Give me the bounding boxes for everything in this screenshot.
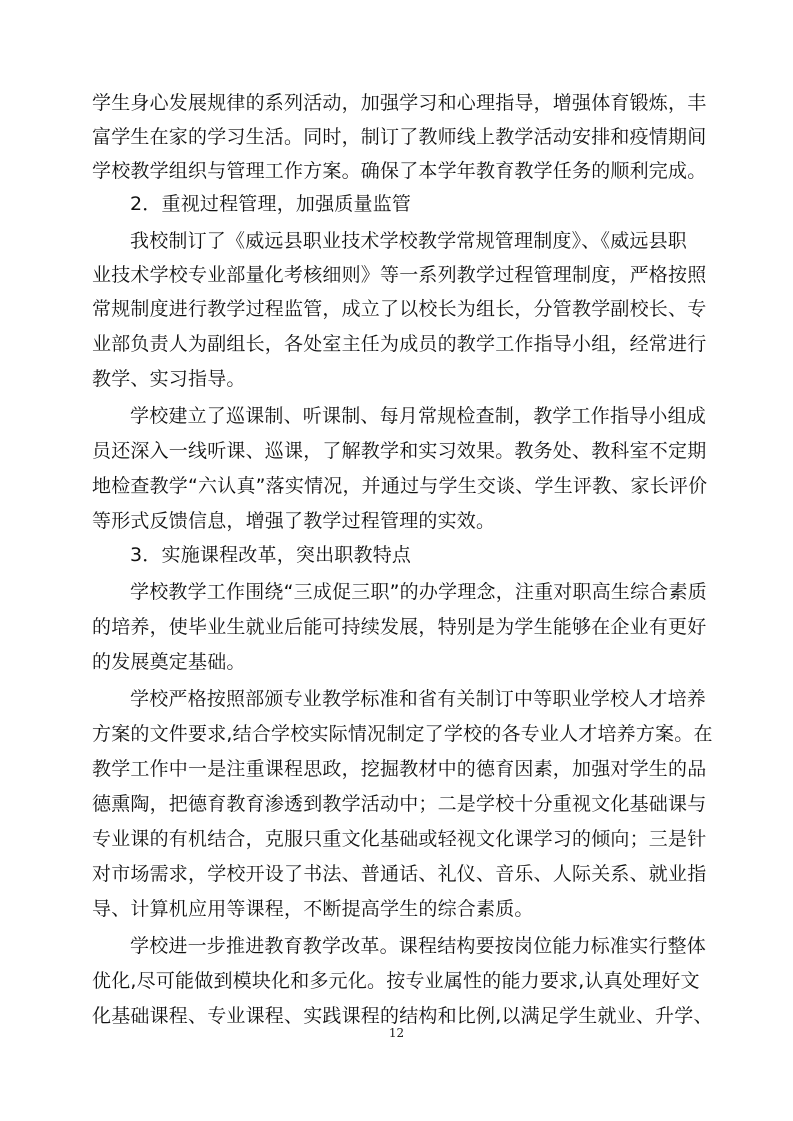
text-line: 的发展奠定基础。: [92, 651, 246, 673]
text-line: 常规制度进行教学过程监管，成立了以校长为组长，分管教学副校长、专: [92, 298, 707, 320]
text-line: 学校建立了巡课制、听课制、每月常规检查制，教学工作指导小组成: [130, 405, 707, 427]
text-line: 业技术学校专业部量化考核细则》等一系列教学过程管理制度，严格按照: [92, 264, 707, 286]
text-line: 学生身心发展规律的系列活动，加强学习和心理指导，增强体育锻炼，丰: [92, 92, 707, 114]
text-line: 化基础课程、专业课程、实践课程的结构和比例,以满足学生就业、升学、: [92, 1005, 713, 1027]
text-line: 学校进一步推进教育教学改革。课程结构要按岗位能力标准实行整体: [130, 935, 707, 957]
text-line: 的培养，使毕业生就业后能可持续发展，特别是为学生能够在企业有更好: [92, 616, 707, 638]
text-line: 学校教学组织与管理工作方案。确保了本学年教育教学任务的顺利完成。: [92, 160, 707, 182]
text-line: 优化,尽可能做到模块化和多元化。按专业属性的能力要求,认真处理好文: [92, 970, 700, 992]
text-line: 富学生在家的学习生活。同时，制订了教师线上教学活动安排和疫情期间: [92, 126, 707, 148]
text-line: 对市场需求，学校开设了书法、普通话、礼仪、音乐、人际关系、就业指: [92, 863, 707, 885]
text-line: 地检查教学“六认真”落实情况，并通过与学生交谈、学生评教、家长评价: [92, 475, 708, 497]
text-line: 方案的文件要求,结合学校实际情况制定了学校的各专业人才培养方案。在: [92, 723, 713, 745]
text-line: 学校严格按照部颁专业教学标准和省有关制订中等职业学校人才培养: [130, 688, 707, 710]
section-heading: 2．重视过程管理，加强质量监管: [130, 193, 412, 215]
text-line: 员还深入一线听课、巡课，了解教学和实习效果。教务处、教科室不定期: [92, 440, 707, 462]
text-line: 学校教学工作围绕“三成促三职”的办学理念，注重对职高生综合素质: [130, 581, 707, 603]
text-line: 导、计算机应用等课程，不断提高学生的综合素质。: [92, 898, 534, 920]
text-line: 等形式反馈信息，增强了教学过程管理的实效。: [92, 510, 496, 532]
text-line: 我校制订了《威远县职业技术学校教学常规管理制度》、《威远县职: [130, 230, 688, 252]
text-line: 专业课的有机结合，克服只重文化基础或轻视文化课学习的倾向；三是针: [92, 828, 707, 850]
text-line: 教学、实习指导。: [92, 368, 246, 390]
text-line: 教学工作中一是注重课程思政，挖掘教材中的德育因素，加强对学生的品: [92, 758, 707, 780]
page-number: 12: [388, 1026, 405, 1040]
section-heading: 3．实施课程改革，突出职教特点: [130, 544, 412, 566]
text-line: 德熏陶，把德育教育渗透到教学活动中；二是学校十分重视文化基础课与: [92, 793, 707, 815]
text-line: 业部负责人为副组长，各处室主任为成员的教学工作指导小组，经常进行: [92, 333, 707, 355]
